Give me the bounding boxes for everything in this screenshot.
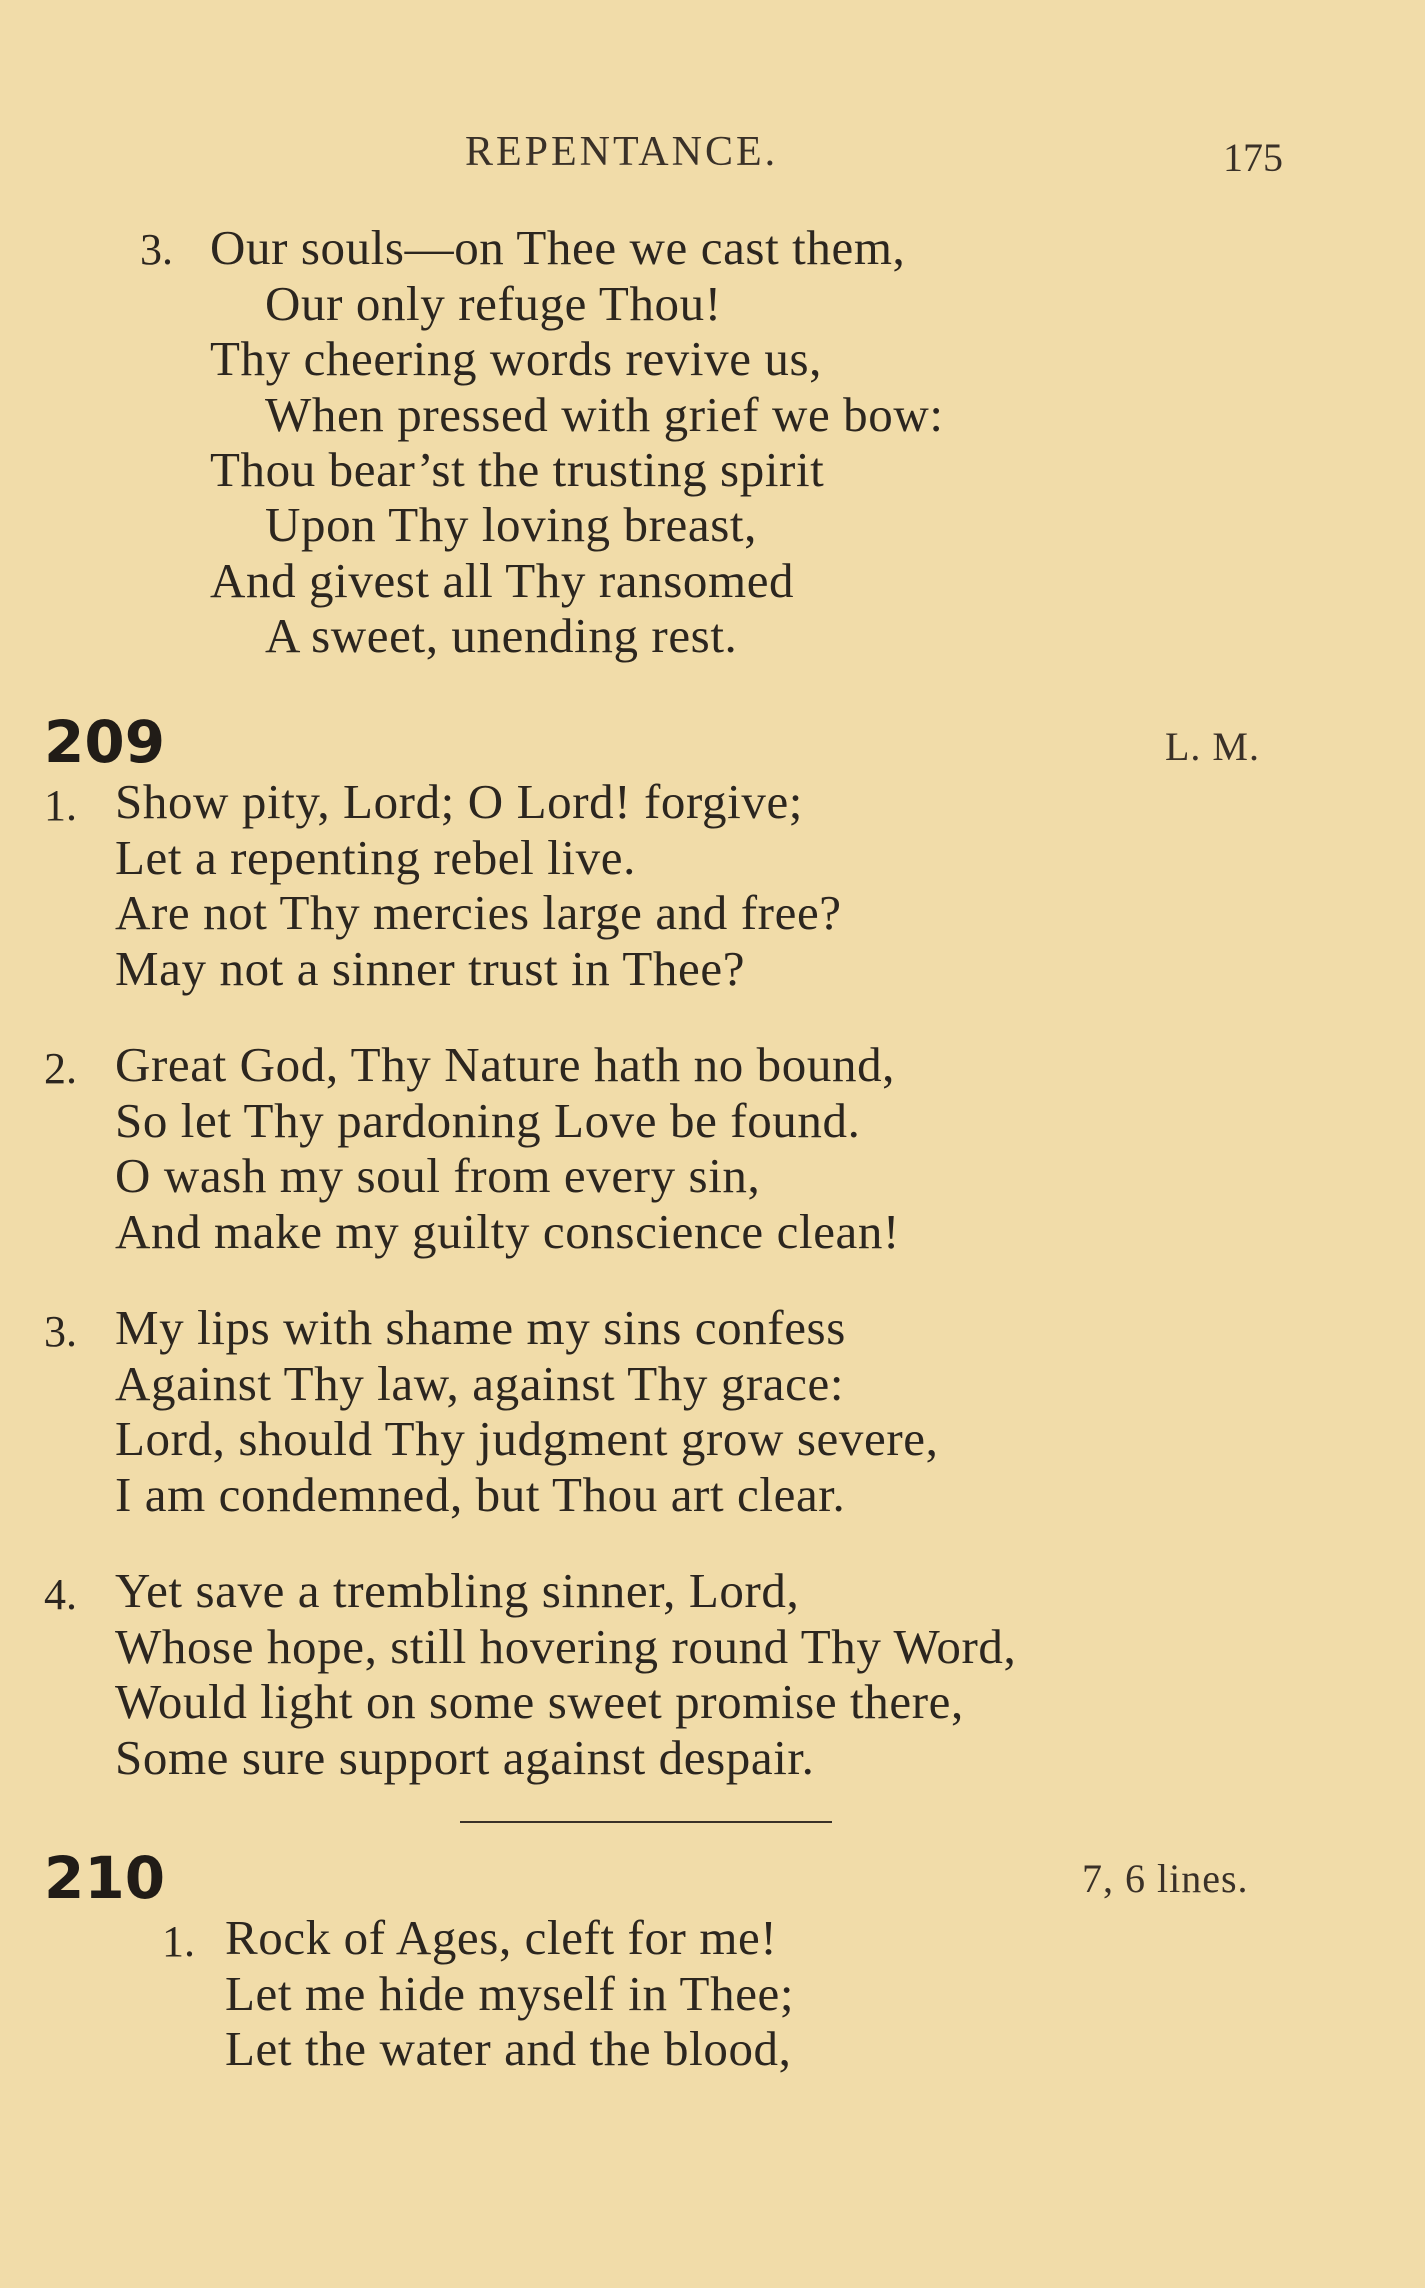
stanza-number: 3.: [140, 225, 173, 274]
hymn-line: Lord, should Thy judgment grow severe,: [115, 1411, 939, 1466]
stanza-number: 1.: [44, 781, 77, 830]
hymn-line: I am condemned, but Thou art clear.: [115, 1467, 846, 1522]
hymn-line: Let the water and the blood,: [225, 2021, 792, 2076]
hymn-line: May not a sinner trust in Thee?: [115, 941, 746, 996]
stanza-number: 1.: [162, 1917, 195, 1966]
hymn-number: 209: [44, 708, 166, 776]
hymn-line: Would light on some sweet promise there,: [115, 1674, 964, 1729]
hymn-line: And make my guilty conscience clean!: [115, 1204, 900, 1259]
section-divider: [460, 1821, 832, 1823]
hymn-line: Our souls—on Thee we cast them,: [210, 220, 906, 275]
hymn-line: A sweet, unending rest.: [265, 608, 738, 663]
stanza-number: 3.: [44, 1307, 77, 1356]
hymn-line: Upon Thy loving breast,: [265, 497, 757, 552]
hymn-line: Thou bear’st the trusting spirit: [210, 442, 825, 497]
hymn-line: Great God, Thy Nature hath no bound,: [115, 1037, 896, 1092]
hymn-line: Yet save a trembling sinner, Lord,: [115, 1563, 800, 1618]
hymn-line: Whose hope, still hovering round Thy Word,: [115, 1619, 1017, 1674]
hymn-line: O wash my soul from every sin,: [115, 1148, 761, 1203]
hymn-line: Are not Thy mercies large and free?: [115, 885, 842, 940]
hymn-line: My lips with shame my sins confess: [115, 1300, 846, 1355]
stanza-number: 4.: [44, 1570, 77, 1619]
hymn-line: Rock of Ages, cleft for me!: [225, 1910, 778, 1965]
hymn-line: Let me hide myself in Thee;: [225, 1966, 795, 2021]
hymn-line: And givest all Thy ransomed: [210, 553, 795, 608]
hymn-line: Show pity, Lord; O Lord! forgive;: [115, 774, 804, 829]
hymn-line: Thy cheering words revive us,: [210, 331, 823, 386]
hymn-line: So let Thy pardoning Love be found.: [115, 1093, 861, 1148]
running-title: REPENTANCE.: [465, 129, 779, 175]
hymn-line: Our only refuge Thou!: [265, 276, 722, 331]
hymn-line: Against Thy law, against Thy grace:: [115, 1356, 845, 1411]
stanza-number: 2.: [44, 1044, 77, 1093]
hymn-meter: 7, 6 lines.: [1082, 1856, 1249, 1901]
hymn-line: Let a repenting rebel live.: [115, 830, 636, 885]
hymn-line: Some sure support against despair.: [115, 1730, 815, 1785]
hymn-meter: L. M.: [1165, 724, 1260, 769]
page-number: 175: [1223, 135, 1283, 180]
hymn-number: 210: [44, 1844, 166, 1912]
hymn-line: When pressed with grief we bow:: [265, 387, 944, 442]
